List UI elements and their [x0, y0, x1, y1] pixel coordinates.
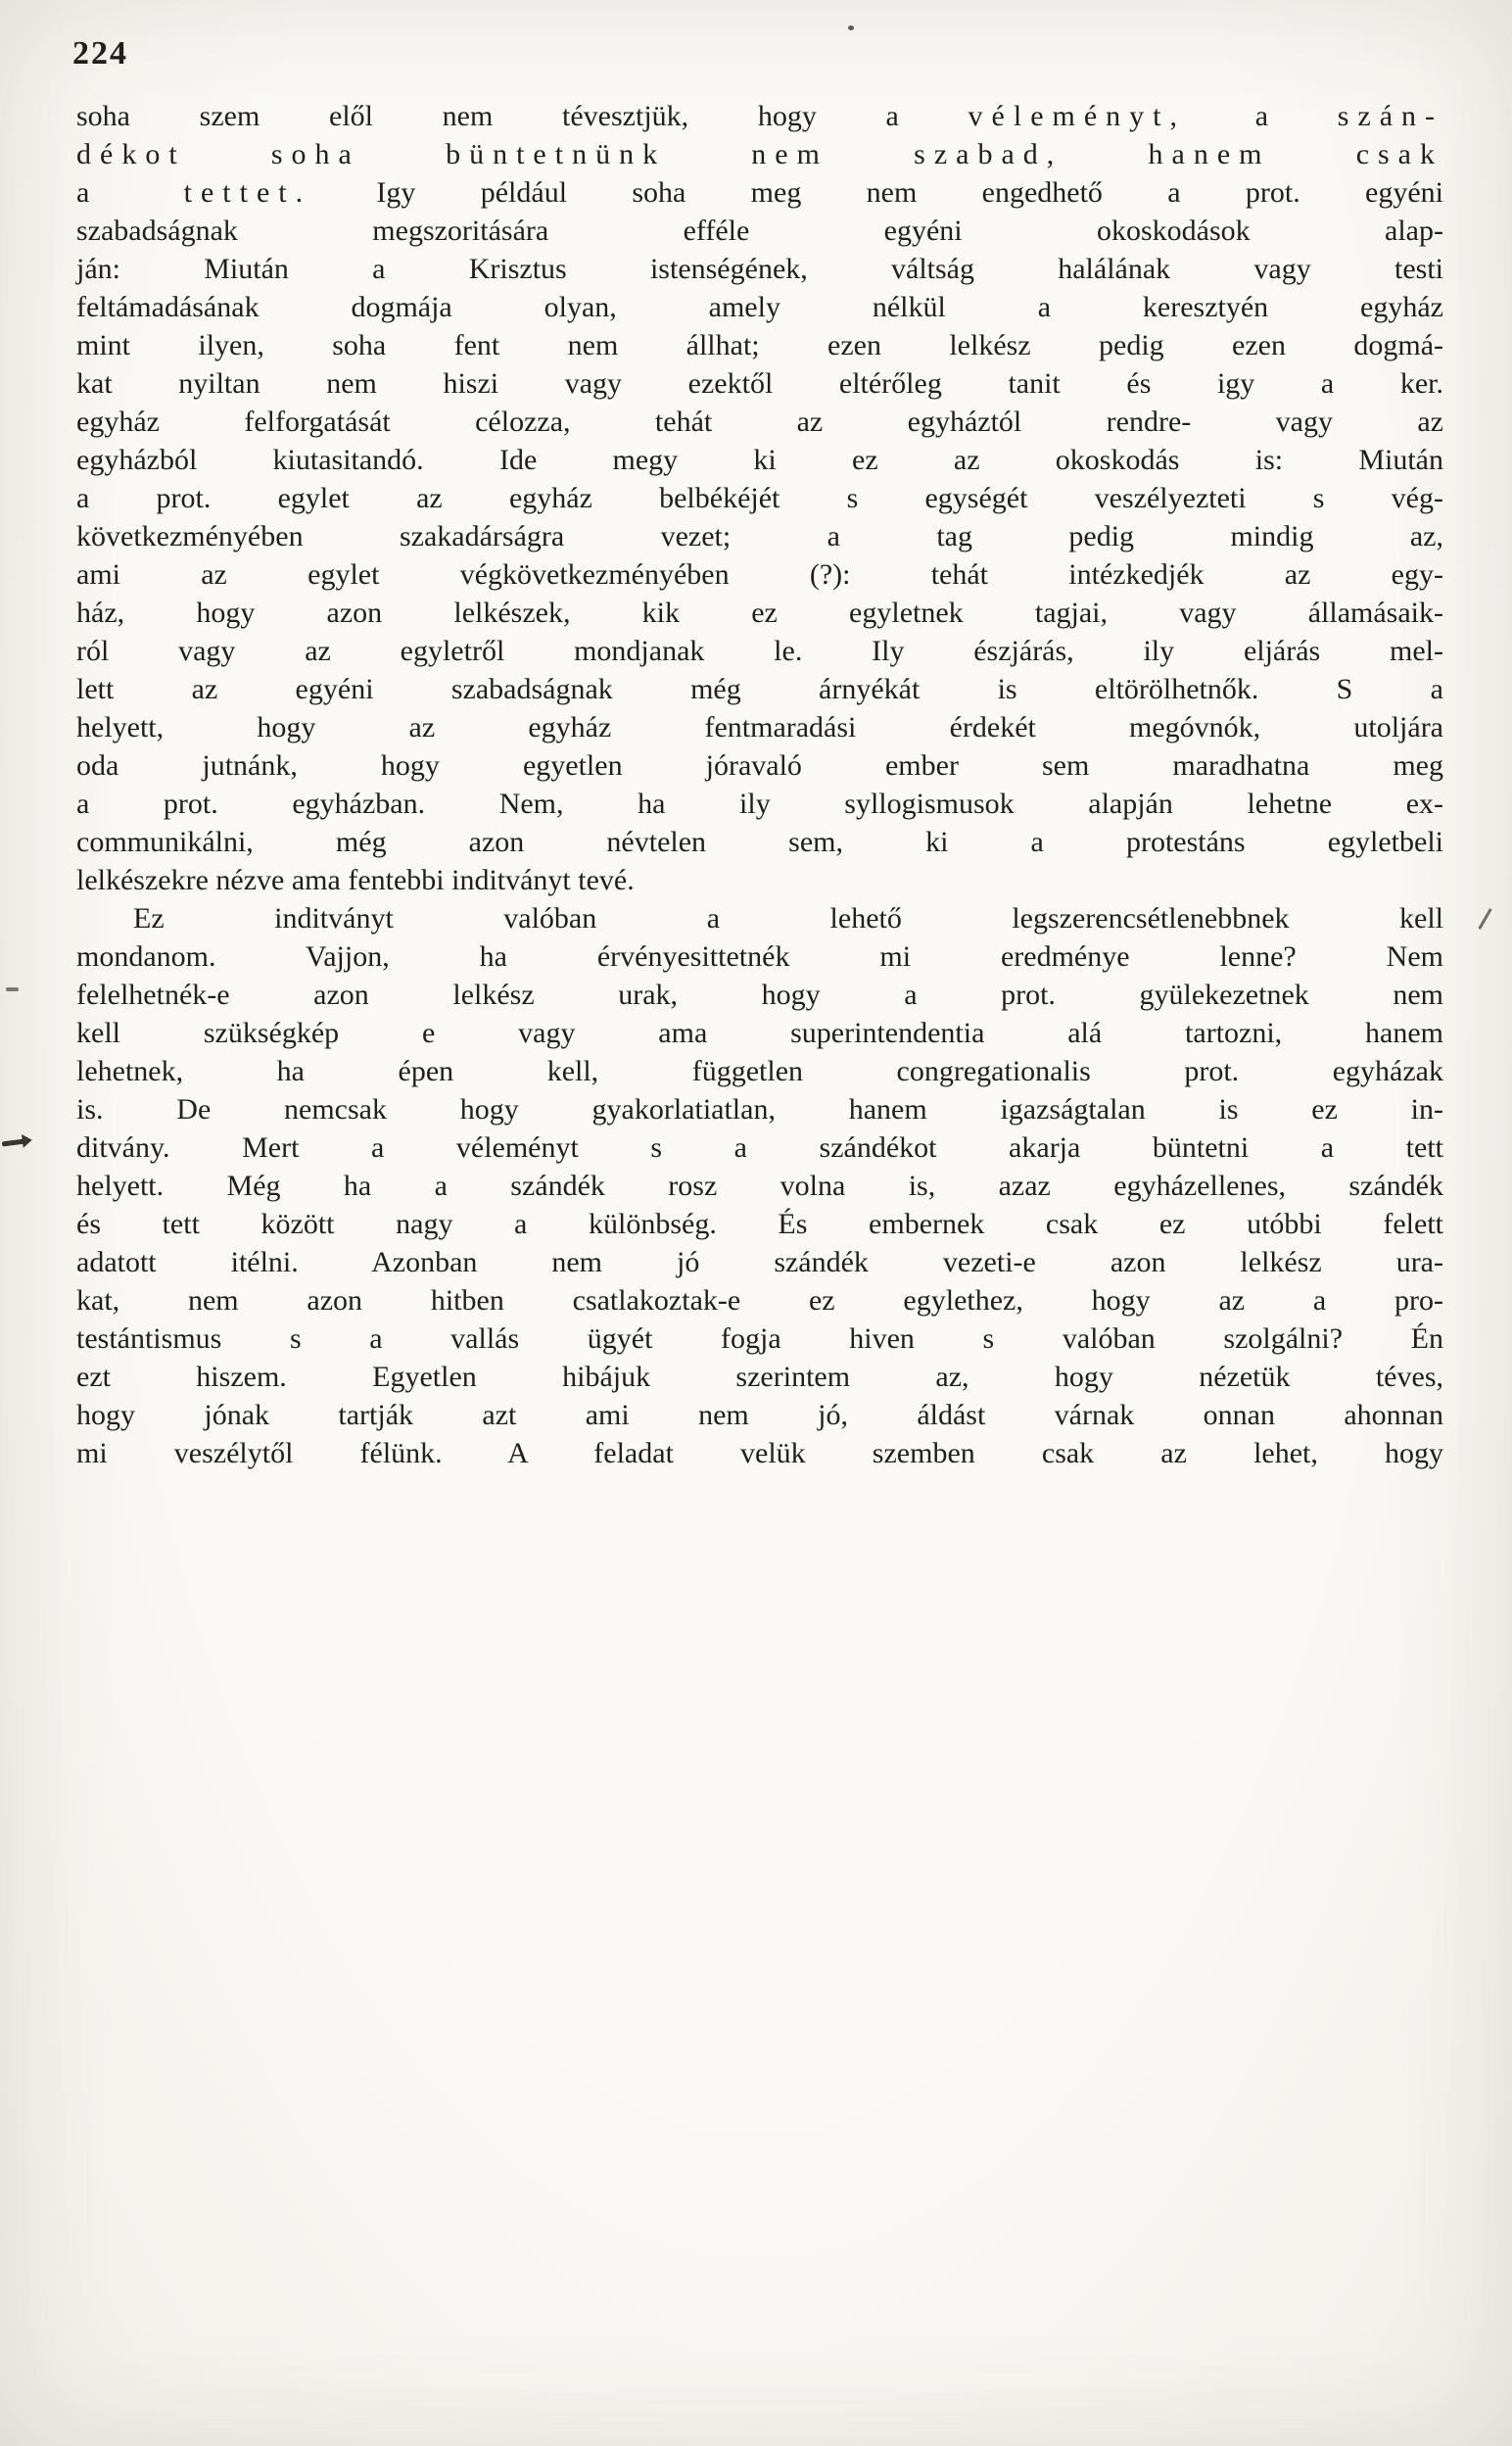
text-line	[76, 479, 1443, 517]
text-line	[76, 861, 1443, 899]
body-text: felelhetnék-e azon lelkész urak, hogy a prot. gyülekezetnek nem	[76, 979, 1443, 1011]
text-line	[76, 1205, 1443, 1243]
margin-tick-mark-icon	[1478, 908, 1492, 930]
body-text: mint ilyen, soha fent nem állhat; ezen lelkész pedig ezen dogmá-	[76, 329, 1443, 361]
body-text: lelkészekre nézve ama fentebbi inditványt tevé.	[76, 864, 635, 896]
body-text: egyház felforgatását célozza, tehát az egyháztól rendre- vagy az	[76, 406, 1443, 438]
text-line	[76, 212, 1443, 250]
body-text: oda jutnánk, hogy egyetlen jóravaló ember sem maradhatna meg	[76, 749, 1443, 782]
body-text: szabadságnak megszoritására efféle egyéni okoskodások alap-	[76, 215, 1443, 247]
body-text: hogy jónak tartják azt ami nem jó, áldást várnak onnan ahonnan	[76, 1399, 1443, 1431]
emphasized-text: szán-	[1337, 100, 1443, 132]
body-text: soha szem elől nem tévesztjük, hogy a	[76, 100, 969, 132]
text-line	[76, 403, 1443, 441]
body-text: kat nyiltan nem hiszi vagy ezektől eltérőleg tanit és igy a ker.	[76, 367, 1443, 400]
margin-arrow-mark-icon	[2, 1139, 25, 1147]
body-text: communikálni, még azon névtelen sem, ki a protestáns egyletbeli	[76, 826, 1443, 858]
text-line	[76, 250, 1443, 288]
text-line	[76, 632, 1443, 670]
body-text: a prot. egylet az egyház belbékéjét s egységét veszélyezteti s vég-	[76, 482, 1443, 514]
body-text: kat, nem azon hitben csatlakoztak-e ez egylethez, hogy az a pro-	[76, 1284, 1443, 1317]
text-line	[76, 1243, 1443, 1281]
body-text: a	[1186, 100, 1338, 132]
body-text: ami az egylet végkövetkezményében (?): tehát intézkedjék az egy-	[76, 558, 1443, 591]
text-line	[76, 1434, 1443, 1472]
text-line	[76, 1319, 1443, 1358]
body-text: lett az egyéni szabadságnak még árnyékát is eltörölhetnők. S a	[76, 673, 1443, 705]
text-line	[76, 937, 1443, 976]
text-line	[76, 746, 1443, 785]
text-line	[76, 326, 1443, 364]
scan-speck-icon	[848, 25, 854, 30]
text-line	[76, 97, 1443, 135]
emphasized-text: véleményt,	[968, 100, 1186, 132]
body-text: Igy például soha meg nem engedhető a prot. egyéni	[311, 176, 1443, 209]
body-text: is. De nemcsak hogy gyakorlatiatlan, hanem igazságtalan is ez in-	[76, 1093, 1443, 1126]
text-line	[76, 1128, 1443, 1167]
text-line	[76, 288, 1443, 326]
text-line	[76, 708, 1443, 746]
text-line	[76, 1281, 1443, 1319]
body-text: ezt hiszem. Egyetlen hibájuk szerintem az, hogy nézetük téves,	[76, 1361, 1443, 1393]
text-line	[76, 517, 1443, 555]
body-text: kell szükségkép e vagy ama superintendentia alá tartozni, hanem	[76, 1017, 1443, 1049]
text-line	[76, 594, 1443, 632]
emphasized-text: dékot soha büntetnünk nem szabad, hanem csak	[76, 138, 1443, 170]
text-line	[76, 899, 1443, 937]
body-text: adatott itélni. Azonban nem jó szándék vezeti-e azon lelkész ura-	[76, 1246, 1443, 1278]
text-line	[76, 555, 1443, 594]
body-text: lehetnek, ha épen kell, független congregationalis prot. egyházak	[76, 1055, 1443, 1087]
body-text: helyett. Még ha a szándék rosz volna is, azaz egyházellenes, szándék	[76, 1170, 1443, 1202]
text-line	[76, 1052, 1443, 1090]
text-line	[76, 1358, 1443, 1396]
body-text: mondanom. Vajjon, ha érvényesittetnék mi eredménye lenne? Nem	[76, 940, 1443, 973]
body-text: testántismus s a vallás ügyét fogja hiven s valóban szolgálni? Én	[76, 1322, 1443, 1355]
body-text: ház, hogy azon lelkészek, kik ez egyletnek tagjai, vagy államásaik-	[76, 597, 1443, 629]
text-line	[76, 1090, 1443, 1128]
text-line	[76, 135, 1443, 173]
emphasized-text: a tettet.	[76, 176, 312, 209]
text-line	[76, 441, 1443, 479]
text-line	[76, 364, 1443, 403]
margin-dash-mark-icon	[6, 987, 19, 991]
body-text: feltámadásának dogmája olyan, amely nélkül a keresztyén egyház	[76, 291, 1443, 323]
text-line	[76, 823, 1443, 861]
text-line	[76, 1167, 1443, 1205]
body-text: a prot. egyházban. Nem, ha ily syllogismusok alapján lehetne ex-	[76, 788, 1443, 820]
body-text: ról vagy az egyletről mondjanak le. Ily észjárás, ily eljárás mel-	[76, 635, 1443, 667]
text-line	[76, 976, 1443, 1014]
text-line	[76, 1396, 1443, 1434]
page-number: 224	[72, 35, 128, 72]
text-line	[76, 785, 1443, 823]
body-text: következményében szakadárságra vezet; a tag pedig mindig az,	[76, 520, 1443, 552]
text-line	[76, 670, 1443, 708]
body-text: Ez inditványt valóban a lehető legszerencsétlenebbnek kell	[133, 902, 1443, 935]
text-line	[76, 173, 1443, 212]
body-text: ditvány. Mert a véleményt s a szándékot akarja büntetni a tett	[76, 1131, 1443, 1164]
body-text: és tett között nagy a különbség. És embernek csak ez utóbbi felett	[76, 1208, 1443, 1240]
body-text: mi veszélytől félünk. A feladat velük szemben csak az lehet, hogy	[76, 1437, 1443, 1469]
body-text: ján: Miután a Krisztus istenségének, váltság halálának vagy testi	[76, 253, 1443, 285]
body-text: helyett, hogy az egyház fentmaradási érdekét megóvnók, utoljára	[76, 711, 1443, 743]
text-line	[76, 1014, 1443, 1052]
page-text	[76, 97, 1443, 1472]
body-text: egyházból kiutasitandó. Ide megy ki ez az okoskodás is: Miután	[76, 444, 1443, 476]
